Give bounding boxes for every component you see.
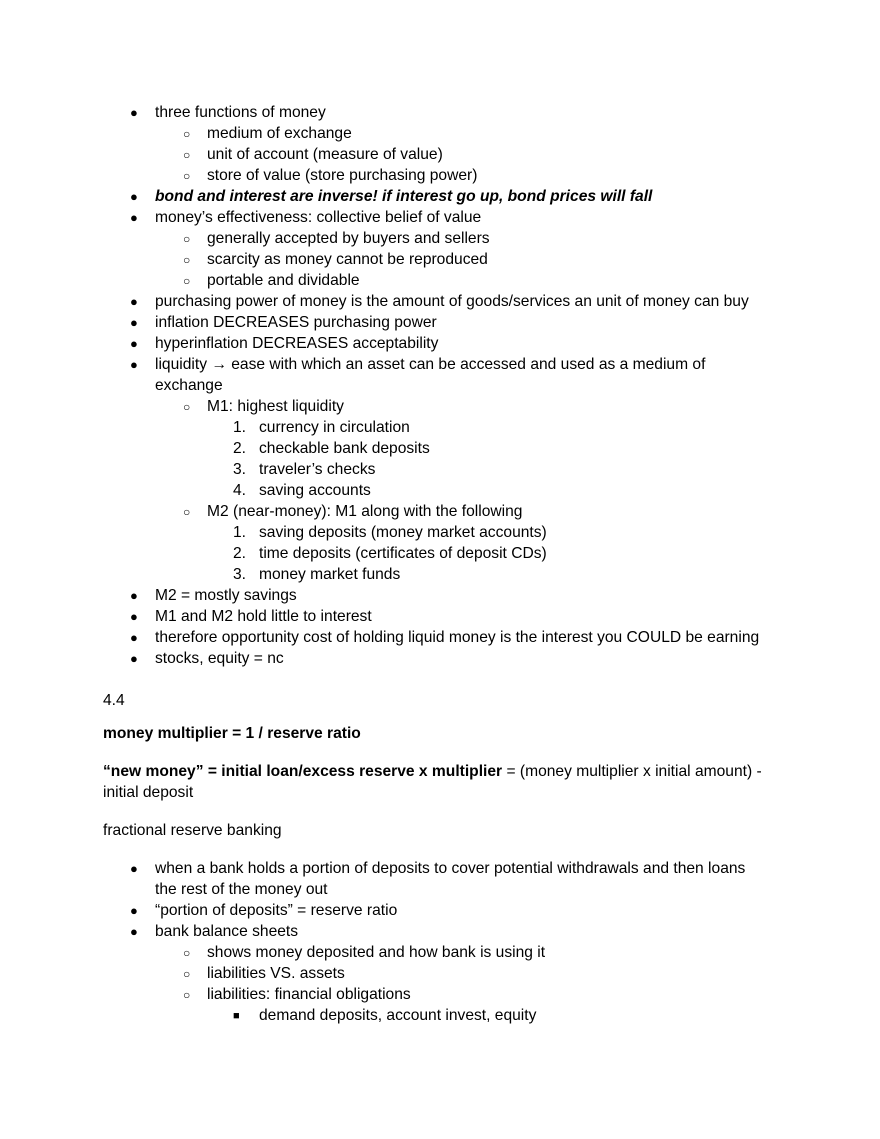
list-item: bank balance sheets xyxy=(155,923,299,940)
number-marker: 3. xyxy=(233,566,247,583)
bullet-marker: ● xyxy=(130,315,138,330)
list-item: purchasing power of money is the amount of goods/services an unit of money can buy xyxy=(155,293,749,310)
sub-list-item: liabilities: financial obligations xyxy=(207,986,411,1003)
sub-list-item: medium of exchange xyxy=(207,125,352,142)
sub-bullet-marker: ○ xyxy=(183,148,191,162)
list-item: three functions of money xyxy=(155,104,326,121)
bullet-marker: ● xyxy=(130,294,138,309)
sub-bullet-marker: ○ xyxy=(183,400,191,414)
bullet-marker: ● xyxy=(130,189,138,204)
bullet-marker: ● xyxy=(130,210,138,225)
subheading-fractional-reserve: fractional reserve banking xyxy=(103,822,282,839)
bullet-marker: ● xyxy=(130,651,138,666)
numbered-item: saving accounts xyxy=(259,482,371,499)
number-marker: 2. xyxy=(233,440,247,457)
square-bullet-marker: ■ xyxy=(233,1010,240,1022)
formula-money-multiplier: money multiplier = 1 / reserve ratio xyxy=(103,725,361,742)
list-item: liquidity → ease with which an asset can be accessed and used as a medium of xyxy=(155,356,706,373)
sub-bullet-marker: ○ xyxy=(183,253,191,267)
bullet-marker: ● xyxy=(130,357,138,372)
sub-list-item: scarcity as money cannot be reproduced xyxy=(207,251,488,268)
bullet-marker: ● xyxy=(130,903,138,918)
sub-list-item: generally accepted by buyers and sellers xyxy=(207,230,490,247)
numbered-item: currency in circulation xyxy=(259,419,410,436)
bullet-marker: ● xyxy=(130,336,138,351)
numbered-item: time deposits (certificates of deposit CDs) xyxy=(259,545,547,562)
numbered-item: checkable bank deposits xyxy=(259,440,430,457)
number-marker: 1. xyxy=(233,419,247,436)
number-marker: 3. xyxy=(233,461,247,478)
sub-list-item: liabilities VS. assets xyxy=(207,965,345,982)
list-item-continuation: exchange xyxy=(155,377,223,394)
list-item: inflation DECREASES purchasing power xyxy=(155,314,437,331)
bullet-marker: ● xyxy=(130,924,138,939)
sub-list-item-m1: M1: highest liquidity xyxy=(207,398,344,415)
list-item-emphasis: bond and interest are inverse! if interest go up, bond prices will fall xyxy=(155,188,653,205)
sub-bullet-marker: ○ xyxy=(183,274,191,288)
numbered-item: traveler’s checks xyxy=(259,461,376,478)
list-item: stocks, equity = nc xyxy=(155,650,284,667)
list-item: therefore opportunity cost of holding liquid money is the interest you COULD be earning xyxy=(155,629,760,646)
formula-new-money-rest: = (money multiplier x initial amount) - xyxy=(502,763,762,780)
numbered-item: saving deposits (money market accounts) xyxy=(259,524,547,541)
sub-bullet-marker: ○ xyxy=(183,946,191,960)
list-item-continuation: the rest of the money out xyxy=(155,881,328,898)
list-item: hyperinflation DECREASES acceptability xyxy=(155,335,439,352)
sub-bullet-marker: ○ xyxy=(183,988,191,1002)
bullet-marker: ● xyxy=(130,609,138,624)
bullet-marker: ● xyxy=(130,861,138,876)
sub-bullet-marker: ○ xyxy=(183,232,191,246)
list-item: “portion of deposits” = reserve ratio xyxy=(155,902,398,919)
sub-sub-list-item: demand deposits, account invest, equity xyxy=(259,1007,537,1024)
bullet-marker: ● xyxy=(130,630,138,645)
formula-new-money-bold: “new money” = initial loan/excess reserve x multiplier xyxy=(103,763,503,780)
number-marker: 2. xyxy=(233,545,247,562)
sub-list-item-m2: M2 (near-money): M1 along with the following xyxy=(207,503,523,520)
sub-list-item: unit of account (measure of value) xyxy=(207,146,443,163)
number-marker: 1. xyxy=(233,524,247,541)
numbered-item: money market funds xyxy=(259,566,401,583)
number-marker: 4. xyxy=(233,482,247,499)
sub-list-item: portable and dividable xyxy=(207,272,360,289)
list-item: when a bank holds a portion of deposits to cover potential withdrawals and then loans xyxy=(155,860,746,877)
bullet-marker: ● xyxy=(130,105,138,120)
list-item: M1 and M2 hold little to interest xyxy=(155,608,372,625)
sub-list-item: store of value (store purchasing power) xyxy=(207,167,478,184)
sub-bullet-marker: ○ xyxy=(183,505,191,519)
sub-bullet-marker: ○ xyxy=(183,967,191,981)
sub-bullet-marker: ○ xyxy=(183,127,191,141)
section-heading: 4.4 xyxy=(103,692,125,709)
formula-new-money-continuation: initial deposit xyxy=(103,784,194,801)
sub-bullet-marker: ○ xyxy=(183,169,191,183)
list-item: money’s effectiveness: collective belief of value xyxy=(155,209,482,226)
sub-list-item: shows money deposited and how bank is using it xyxy=(207,944,546,961)
bullet-marker: ● xyxy=(130,588,138,603)
list-item: M2 = mostly savings xyxy=(155,587,297,604)
